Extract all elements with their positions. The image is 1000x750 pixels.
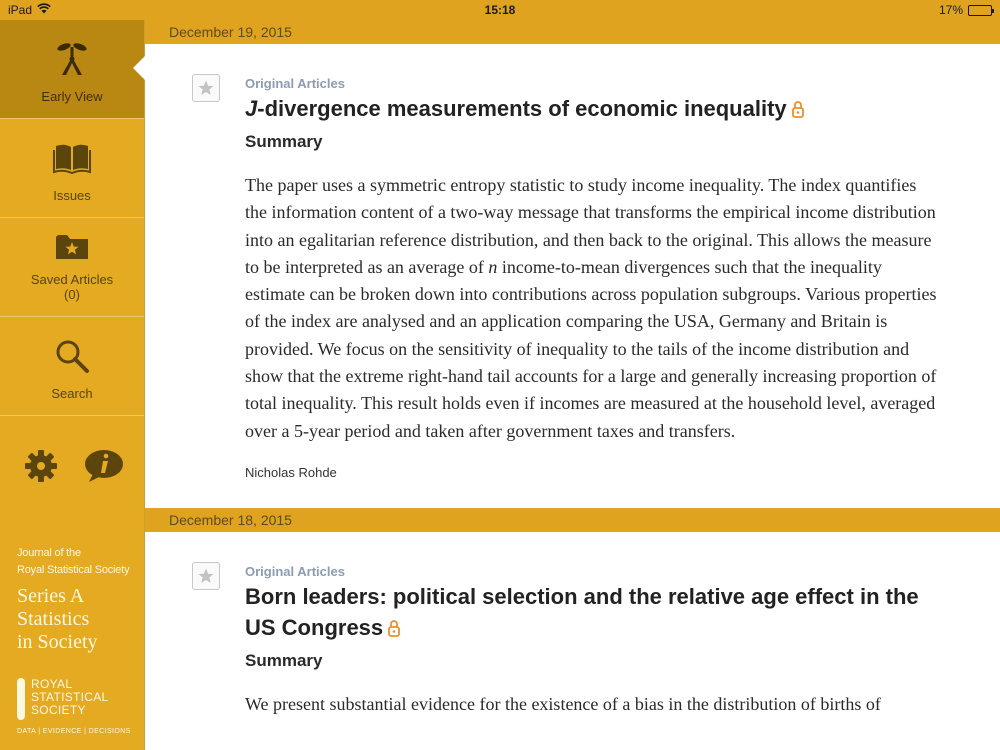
article-card[interactable] [145,44,1000,508]
early-view-icon [50,37,94,81]
rss-logo-text [31,678,109,720]
journal-branding [17,545,129,654]
date-header: December 19, 2015 [145,20,1000,44]
date-header: December 18, 2015 [145,508,1000,532]
status-left [8,3,51,17]
sidebar-item-label: Issues [53,188,91,203]
title-text: Born leaders: political selection and the relative age effect in the US Congress [245,583,919,640]
saved-count: (0) [64,287,80,302]
open-access-lock-icon [388,614,400,645]
settings-gear-icon[interactable] [19,444,63,488]
article-list [145,20,1000,750]
rss-logo [17,677,131,735]
battery-percent: 17% [938,3,963,17]
series-line-2: Statistics [17,608,90,630]
rss-line-1: ROYAL [31,677,73,691]
sidebar-item-label: Early View [41,89,103,104]
article-category: Original Articles [245,76,345,91]
title-text: -divergence measurements of economic inequality [257,96,787,121]
sidebar-item-early-view[interactable] [0,20,144,119]
rss-logo-bar [17,678,25,720]
rss-line-3: SOCIETY [31,703,86,717]
article-title[interactable] [245,581,940,645]
article-author: Nicholas Rohde [245,464,337,480]
status-time: 15:18 [484,3,516,17]
favorite-star-button[interactable] [192,74,220,102]
abstract-part-2: income-to-mean divergences such that the inequality estimate can be broken down into contributions across population subgroups. Various properties of the index are analysed and an application comparing the USA, Germany and Britain is provided. We focus on the sensitivity of inequality to the tails of the income distribution and show that the extreme right-hand tail accounts for a large and generally increasing proportion of total inequality. This result holds even if incomes are measured at the household level, averaged over a 5-year period and taken after government taxes and transfers. [245,256,937,441]
book-icon [50,136,94,180]
star-icon [197,567,215,585]
journal-line-2: Royal Statistical Society [17,564,130,576]
summary-label: Summary [245,650,323,670]
folder-star-icon [50,224,94,268]
sidebar-item-issues[interactable] [0,119,144,218]
article-category: Original Articles [245,563,345,579]
rss-tagline: DATA | EVIDENCE | DECISIONS [17,728,131,735]
abstract-part-1: The paper uses a symmetric entropy statistic to study income inequality. The index quantifies the information content of a two-way message that transforms the empirical income distribution into an egalitarian reference distribution, and then back to the original. This allows the measure to be interpreted as an average of [245,175,936,277]
series-line-1: Series A [17,585,85,607]
abstract-italic: n [488,256,498,277]
article-abstract: We present substantial evidence for the existence of a bias in the distribution of births of [245,693,881,714]
battery-icon [968,5,992,16]
series-line-3: in Society [17,631,98,653]
article-title[interactable] [245,93,940,126]
journal-line-1: Journal of the [17,547,81,559]
star-icon [197,79,215,97]
favorite-star-button[interactable] [192,562,220,590]
article-card[interactable] [145,532,1000,746]
status-bar [0,0,1000,20]
info-icon[interactable] [82,444,126,488]
open-access-lock-icon [792,95,804,126]
sidebar-item-label: Saved Articles [30,272,114,287]
sidebar-utilities [0,444,145,488]
article-abstract [245,172,940,445]
sidebar [0,20,145,750]
rss-line-2: STATISTICAL [31,690,109,704]
status-right [939,3,992,17]
wifi-icon [37,3,51,17]
sidebar-item-saved-articles[interactable] [0,218,144,317]
summary-label: Summary [245,132,323,151]
sidebar-item-label: Search [51,386,93,401]
search-icon [50,334,94,378]
title-italic-part: J [245,96,258,121]
device-label: iPad [8,3,33,17]
journal-series [17,585,129,654]
sidebar-item-search[interactable] [0,317,144,416]
